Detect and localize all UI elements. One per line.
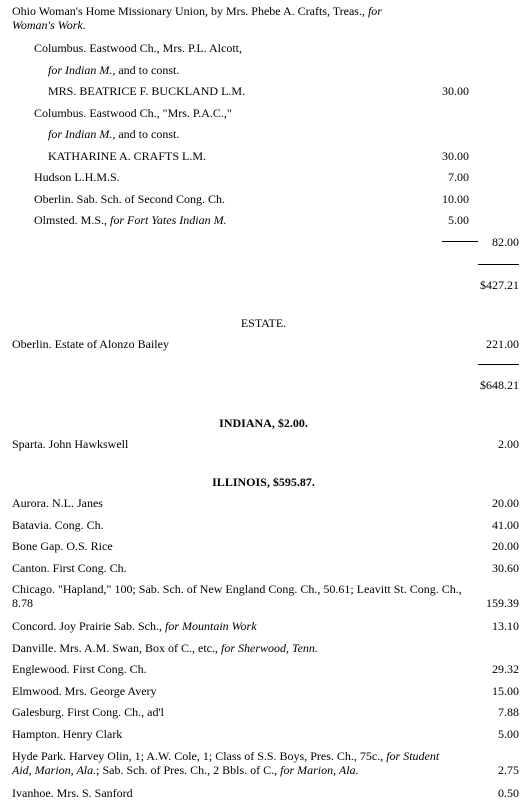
amount: 29.32: [492, 662, 519, 676]
amount: 10.00: [442, 192, 469, 206]
subtotal-rule: [442, 241, 478, 242]
ohio-intro-text: Ohio Woman's Home Missionary Union, by Mrs. Phebe A. Crafts, Treas.,: [12, 4, 368, 18]
amount: 41.00: [492, 518, 519, 532]
amount: 20.00: [492, 496, 519, 510]
ohio-intro-purpose-cont: Woman's Work.: [12, 18, 86, 32]
amount: 5.00: [498, 727, 519, 741]
amount: 7.00: [448, 170, 469, 184]
heading-estate: ESTATE.: [240, 316, 287, 330]
amount: 20.00: [492, 539, 519, 553]
amount: 15.00: [492, 684, 519, 698]
amount: 30.00: [442, 84, 469, 98]
ohio-intro-purpose: for: [367, 4, 382, 18]
amount: 5.00: [448, 213, 469, 227]
heading-illinois: ILLINOIS, $595.87.: [212, 475, 315, 489]
amount: 13.10: [492, 619, 519, 633]
amount: 30.00: [442, 149, 469, 163]
amount: 30.60: [492, 561, 519, 575]
amount: 0.50: [498, 786, 519, 800]
amount: 2.00: [498, 437, 519, 451]
total-rule: [478, 264, 519, 265]
amount: 221.00: [486, 337, 519, 351]
amount: 159.39: [486, 596, 519, 610]
amount: 7.88: [498, 705, 519, 719]
amount: 2.75: [498, 763, 519, 777]
total-rule: [478, 364, 519, 365]
heading-indiana: INDIANA, $2.00.: [219, 416, 308, 430]
